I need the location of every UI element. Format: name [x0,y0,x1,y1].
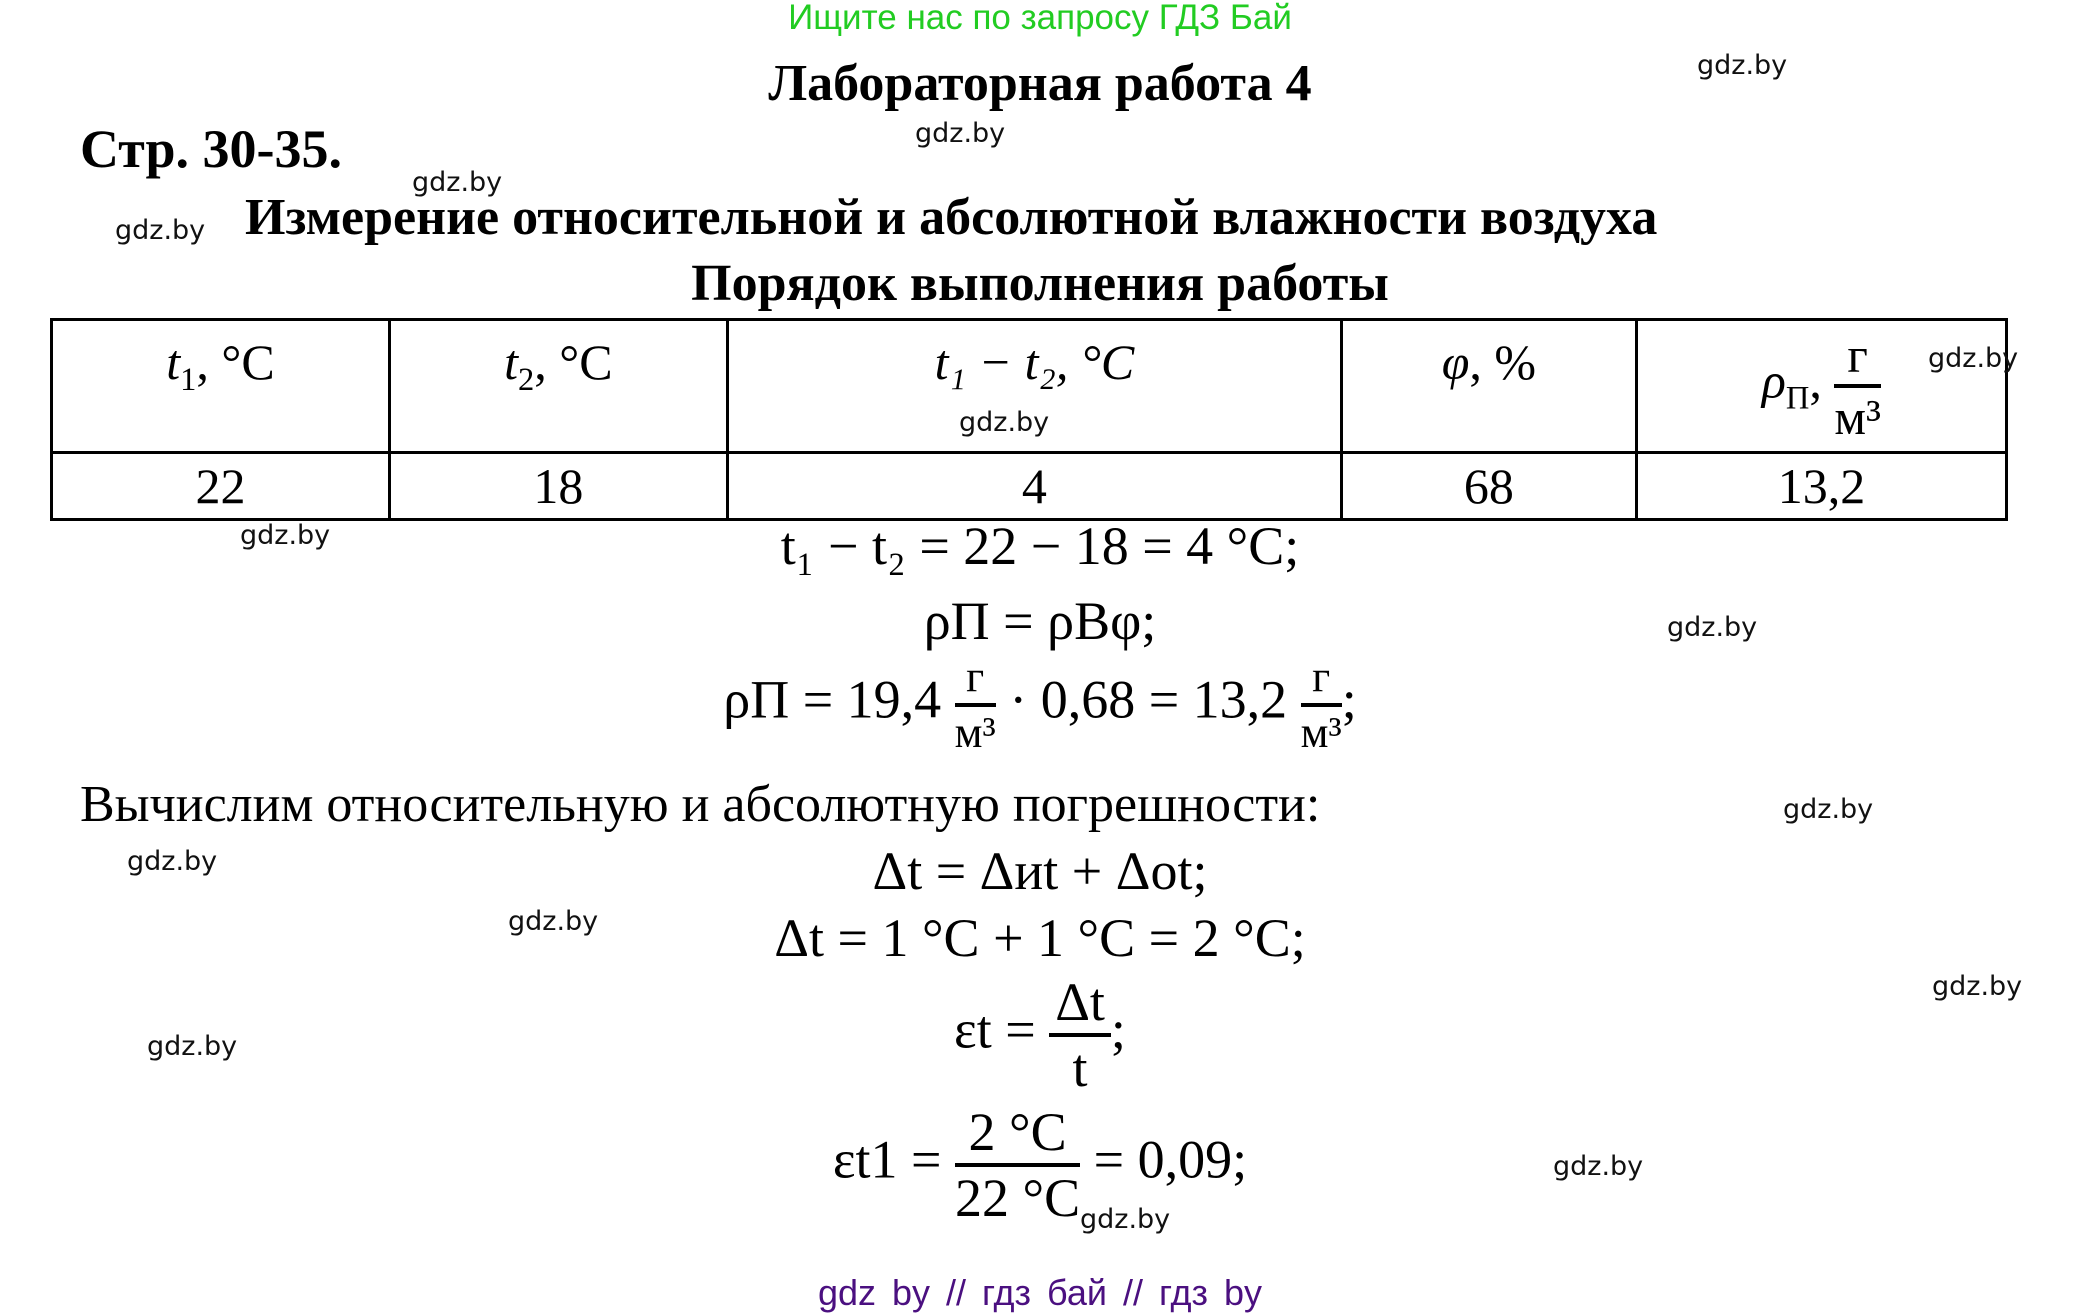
equation-delta-t-calc: Δt = 1 °C + 1 °C = 2 °C; [774,908,1306,968]
watermark: gdz.by [1697,50,1788,81]
cell-phi: 68 [1341,453,1636,520]
watermark: gdz.by [412,167,503,198]
header-diff: t₁ − t₂, °C [727,320,1341,453]
page-title: Лабораторная работа 4 [768,55,1312,112]
errors-paragraph: Вычислим относительную и абсолютную погрешности: [80,776,1321,833]
cell-diff: 4 [727,453,1341,520]
cell-rho: 13,2 [1636,453,2006,520]
table-row [52,453,2007,520]
watermark: gdz.by [1553,1151,1644,1182]
cell-t1: 22 [52,453,390,520]
watermark: gdz.by [240,520,331,551]
watermark: gdz.by [147,1031,238,1062]
watermark: gdz.by [127,846,218,877]
equation-rho-calc: ρП = 19,4 $\frac{г}{\text{м³}}$ · 0,68 = 13,2 $\frac{г}{\text{м³}}$ ; [723,652,1357,757]
watermark: gdz.by [508,906,599,937]
watermark: gdz.by [915,118,1006,149]
watermark: gdz.by [1928,343,2019,374]
watermark: gdz.by [1080,1204,1171,1235]
watermark: gdz.by [1783,794,1874,825]
page-range: Стр. 30-35. [80,119,342,179]
footer-links: gdz by // гдз бай // гдз by [817,1272,1263,1313]
watermark: gdz.by [959,407,1050,438]
procedure-heading: Порядок выполнения работы [691,255,1389,312]
watermark: gdz.by [1932,971,2023,1002]
header-phi: φ, % [1341,320,1636,453]
header-t2: $t_2$, °C [389,320,727,453]
equation-delta-t: Δt = Δиt + Δоt; [872,841,1208,901]
header-t1: $t_1$, °C [52,320,390,453]
header-rho: $\rho_П$, $\frac{г}{\text{м³}}$ [1636,320,2006,453]
work-heading: Измерение относительной и абсолютной влажности воздуха [245,189,1658,246]
cell-t2: 18 [389,453,727,520]
equation-rho-formula: ρП = ρВφ; [923,591,1157,651]
watermark: gdz.by [115,215,206,246]
search-banner: Ищите нас по запросу ГДЗ Бай [788,0,1292,37]
equation-epsilon-calc: εt1 = $\frac{2 ^\circ C}{22 ^\circ C}$ = 0,09; [832,1102,1248,1228]
equation-difference: t₁ − t₂ = 22 − 18 = 4 °C; [780,516,1300,576]
watermark: gdz.by [1667,612,1758,643]
equation-epsilon: εt = $\frac{\Delta t}{t}$ ; [954,972,1126,1098]
